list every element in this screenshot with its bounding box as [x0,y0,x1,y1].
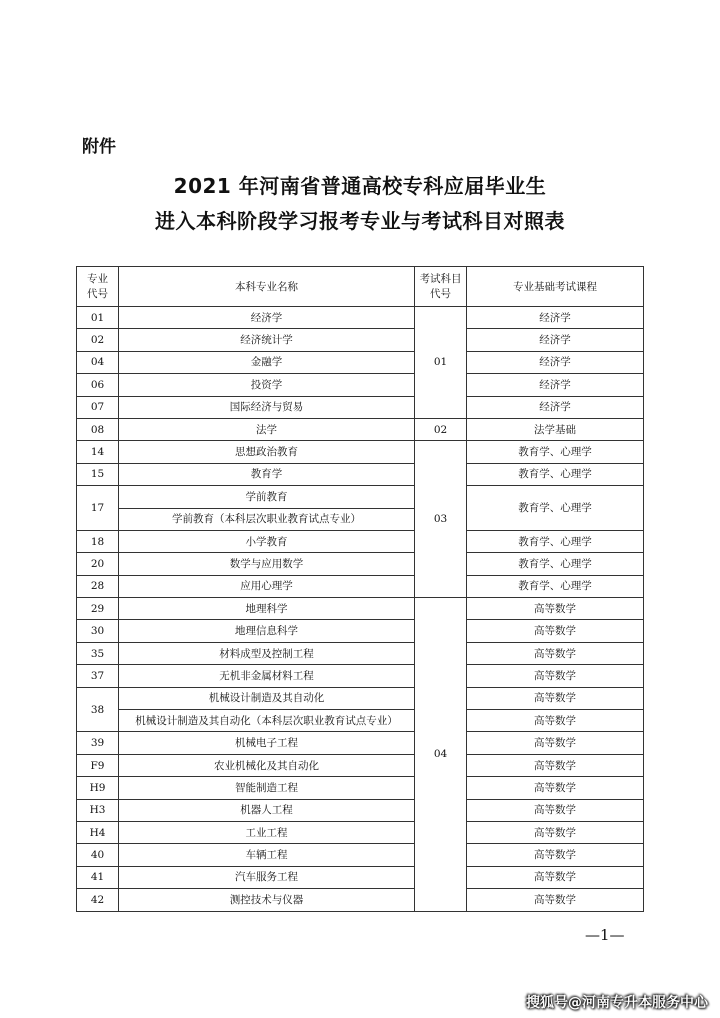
major-code-cell: 35 [77,642,119,664]
major-code-cell: H3 [77,799,119,821]
major-name-cell: 工业工程 [119,821,415,843]
major-name-cell: 数学与应用数学 [119,553,415,575]
course-cell: 教育学、心理学 [467,530,644,552]
major-name-cell: 思想政治教育 [119,441,415,463]
table-row [77,374,644,396]
major-name-cell: 应用心理学 [119,575,415,597]
table-row [77,553,644,575]
table-row [77,463,644,485]
course-cell: 教育学、心理学 [467,441,644,463]
table-row [77,620,644,642]
major-name-cell: 汽车服务工程 [119,866,415,888]
course-cell: 教育学、心理学 [467,463,644,485]
course-cell: 高等数学 [467,844,644,866]
major-name-cell: 材料成型及控制工程 [119,642,415,664]
major-name-cell: 测控技术与仪器 [119,889,415,911]
major-name-cell: 投资学 [119,374,415,396]
course-cell: 教育学、心理学 [467,486,644,531]
major-code-cell: 38 [77,687,119,732]
header-subject-code: 考试科目代号 [415,267,467,307]
table-row [77,351,644,373]
course-cell: 高等数学 [467,710,644,732]
course-cell: 教育学、心理学 [467,575,644,597]
table-row [77,799,644,821]
table-row [77,710,644,732]
course-cell: 高等数学 [467,799,644,821]
table-row [77,396,644,418]
major-name-cell: 农业机械化及其自动化 [119,754,415,776]
subject-code-cell: 03 [415,441,467,598]
table-row [77,866,644,888]
table-row [77,598,644,620]
major-name-cell: 国际经济与贸易 [119,396,415,418]
course-cell: 经济学 [467,329,644,351]
document-title-line1: 2021 年河南省普通高校专科应届毕业生 [173,174,547,198]
course-cell: 高等数学 [467,620,644,642]
header-course: 专业基础考试课程 [467,267,644,307]
table-row [77,307,644,329]
table-row [77,418,644,440]
major-name-cell: 智能制造工程 [119,777,415,799]
table-row [77,777,644,799]
major-code-cell: 41 [77,866,119,888]
table-row [77,687,644,709]
major-code-cell: F9 [77,754,119,776]
major-name-cell: 机械设计制造及其自动化 [119,687,415,709]
major-code-cell: 04 [77,351,119,373]
major-name-cell: 地理信息科学 [119,620,415,642]
major-code-cell: 37 [77,665,119,687]
attachment-label: 附件 [82,137,116,157]
course-cell: 高等数学 [467,732,644,754]
subject-code-cell: 02 [415,418,467,440]
table-row [77,665,644,687]
major-name-cell: 经济学 [119,307,415,329]
major-code-cell: 39 [77,732,119,754]
major-name-cell: 教育学 [119,463,415,485]
major-code-cell: 28 [77,575,119,597]
major-name-cell: 学前教育 [119,486,415,508]
major-code-cell: 29 [77,598,119,620]
watermark-text: 搜狐号@河南专升本服务中心 [526,995,708,1011]
major-code-cell: 20 [77,553,119,575]
major-code-cell: 42 [77,889,119,911]
table-row [77,575,644,597]
course-cell: 高等数学 [467,866,644,888]
course-cell: 经济学 [467,374,644,396]
major-name-cell: 法学 [119,418,415,440]
major-name-cell: 经济统计学 [119,329,415,351]
major-name-cell: 无机非金属材料工程 [119,665,415,687]
course-cell: 经济学 [467,351,644,373]
major-code-cell: 08 [77,418,119,440]
major-code-cell: 40 [77,844,119,866]
course-cell: 法学基础 [467,418,644,440]
table-row [77,642,644,664]
table-row [77,530,644,552]
major-code-cell: H9 [77,777,119,799]
document-title-line2: 进入本科阶段学习报考专业与考试科目对照表 [155,209,565,233]
major-code-cell: 17 [77,486,119,531]
table-header-row [77,267,644,307]
table-row [77,329,644,351]
table-row [77,732,644,754]
major-name-cell: 车辆工程 [119,844,415,866]
major-code-cell: 14 [77,441,119,463]
major-code-cell: H4 [77,821,119,843]
course-cell: 经济学 [467,307,644,329]
table-row [77,821,644,843]
subject-code-cell: 01 [415,307,467,419]
course-cell: 高等数学 [467,642,644,664]
table-row [77,754,644,776]
table-row [77,844,644,866]
major-name-cell: 学前教育（本科层次职业教育试点专业） [119,508,415,530]
major-code-cell: 30 [77,620,119,642]
major-code-cell: 01 [77,307,119,329]
major-name-cell: 机械电子工程 [119,732,415,754]
course-cell: 高等数学 [467,598,644,620]
major-name-cell: 地理科学 [119,598,415,620]
course-cell: 高等数学 [467,821,644,843]
table-row [77,486,644,508]
major-code-cell: 06 [77,374,119,396]
course-cell: 经济学 [467,396,644,418]
course-cell: 高等数学 [467,754,644,776]
major-name-cell: 金融学 [119,351,415,373]
major-name-cell: 机械设计制造及其自动化（本科层次职业教育试点专业） [119,710,415,732]
course-cell: 高等数学 [467,777,644,799]
table-row [77,441,644,463]
page-number: —1— [585,926,625,944]
header-major-name: 本科专业名称 [119,267,415,307]
course-cell: 高等数学 [467,665,644,687]
table-row [77,889,644,911]
major-name-cell: 小学教育 [119,530,415,552]
major-code-cell: 15 [77,463,119,485]
major-code-cell: 02 [77,329,119,351]
major-code-cell: 18 [77,530,119,552]
header-major-code: 专业代号 [77,267,119,307]
course-cell: 教育学、心理学 [467,553,644,575]
subject-code-cell: 04 [415,598,467,911]
course-cell: 高等数学 [467,889,644,911]
major-subject-table [76,266,644,912]
major-name-cell: 机器人工程 [119,799,415,821]
table-body [77,307,644,912]
major-code-cell: 07 [77,396,119,418]
course-cell: 高等数学 [467,687,644,709]
